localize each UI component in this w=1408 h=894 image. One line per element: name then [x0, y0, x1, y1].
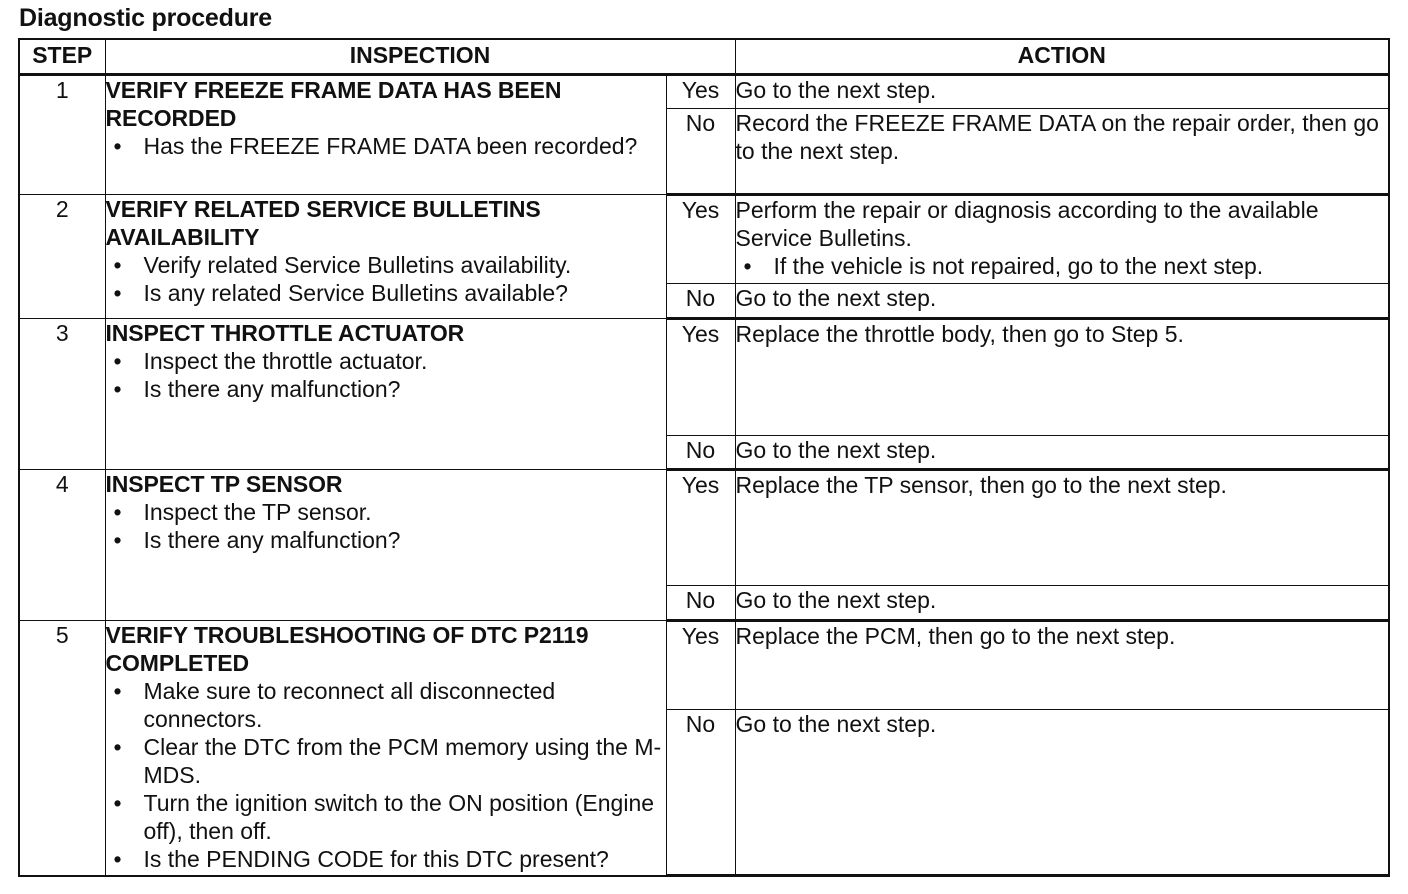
- step-5-inspection: [105, 621, 666, 876]
- no-action: Go to the next step.: [735, 710, 1389, 876]
- bullet-item: • Make sure to reconnect all disconnected connectors.: [106, 677, 666, 733]
- bullet-item: • Is the PENDING CODE for this DTC present?: [106, 845, 666, 873]
- step-4-inspection: [105, 470, 666, 621]
- bullet-item: • Clear the DTC from the PCM memory using the M-MDS.: [106, 733, 666, 789]
- header-inspection: INSPECTION: [105, 39, 735, 75]
- step-number: 3: [19, 319, 105, 470]
- inspection-title: VERIFY RELATED SERVICE BULLETINS AVAILABILITY: [105, 196, 541, 250]
- bullet-item: • Is there any malfunction?: [106, 526, 666, 554]
- no-action: Go to the next step.: [735, 436, 1389, 470]
- step-1-yes-row: [19, 75, 1389, 109]
- diagnostic-table: [18, 38, 1390, 877]
- no-label: No: [666, 436, 735, 470]
- bullet-item: • Turn the ignition switch to the ON position (Engine off), then off.: [106, 789, 666, 845]
- inspection-title: VERIFY TROUBLESHOOTING OF DTC P2119 COMPLETED: [105, 622, 589, 676]
- yes-label: Yes: [666, 621, 735, 710]
- step-3-yes-row: [19, 319, 1389, 436]
- inspection-bullets: [106, 347, 666, 403]
- bullet-item: • Has the FREEZE FRAME DATA been recorded?: [106, 132, 666, 160]
- step-number: 1: [19, 75, 105, 195]
- action-bullets: [736, 252, 1389, 280]
- action-text: Perform the repair or diagnosis according to the available Service Bulletins.: [735, 197, 1319, 251]
- yes-action: Replace the PCM, then go to the next step.: [735, 621, 1389, 710]
- yes-action: [735, 195, 1389, 284]
- yes-action: Replace the TP sensor, then go to the next step.: [735, 470, 1389, 586]
- no-action: Go to the next step.: [735, 586, 1389, 621]
- step-3-inspection: [105, 319, 666, 470]
- bullet-item: • Inspect the throttle actuator.: [106, 347, 666, 375]
- inspection-title: INSPECT THROTTLE ACTUATOR: [105, 320, 465, 346]
- bullet-item: • Is any related Service Bulletins available?: [106, 279, 666, 307]
- header-step: STEP: [19, 39, 105, 75]
- yes-action: Replace the throttle body, then go to Step 5.: [735, 319, 1389, 436]
- inspection-bullets: [106, 132, 666, 160]
- inspection-bullets: [106, 498, 666, 554]
- no-label: No: [666, 109, 735, 195]
- no-action: Go to the next step.: [735, 284, 1389, 319]
- yes-label: Yes: [666, 319, 735, 436]
- bullet-item: • Verify related Service Bulletins availability.: [106, 251, 666, 279]
- bullet-item: • If the vehicle is not repaired, go to the next step.: [736, 252, 1389, 280]
- inspection-title: VERIFY FREEZE FRAME DATA HAS BEEN RECORDED: [105, 77, 562, 131]
- inspection-title: INSPECT TP SENSOR: [105, 471, 343, 497]
- yes-label: Yes: [666, 75, 735, 109]
- header-action: ACTION: [735, 39, 1389, 75]
- no-label: No: [666, 586, 735, 621]
- step-1-inspection: [105, 75, 666, 195]
- step-5-yes-row: [19, 621, 1389, 710]
- no-label: No: [666, 710, 735, 876]
- step-number: 2: [19, 195, 105, 319]
- step-4-yes-row: [19, 470, 1389, 586]
- step-2-yes-row: [19, 195, 1389, 284]
- yes-label: Yes: [666, 470, 735, 586]
- bullet-item: • Is there any malfunction?: [106, 375, 666, 403]
- header-row: [19, 39, 1389, 75]
- yes-label: Yes: [666, 195, 735, 284]
- step-number: 4: [19, 470, 105, 621]
- step-2-inspection: [105, 195, 666, 319]
- no-label: No: [666, 284, 735, 319]
- page-title: Diagnostic procedure: [19, 4, 272, 32]
- bullet-item: • Inspect the TP sensor.: [106, 498, 666, 526]
- inspection-bullets: [106, 677, 666, 873]
- no-action: Record the FREEZE FRAME DATA on the repair order, then go to the next step.: [735, 109, 1389, 195]
- inspection-bullets: [106, 251, 666, 307]
- step-number: 5: [19, 621, 105, 876]
- yes-action: Go to the next step.: [735, 75, 1389, 109]
